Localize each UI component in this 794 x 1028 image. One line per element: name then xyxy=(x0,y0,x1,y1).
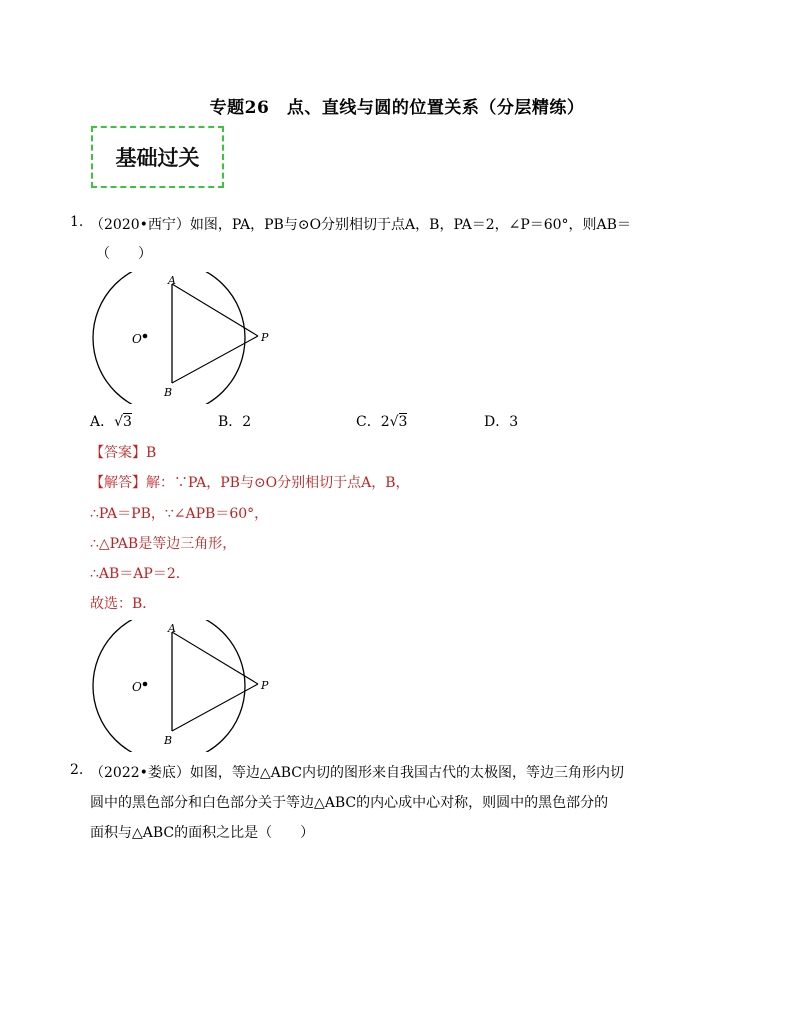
q1-option-d: D．3 xyxy=(484,414,519,430)
q1-option-b: B．2 xyxy=(218,414,252,430)
answer-value: B xyxy=(146,445,157,461)
q2-line3: 面积与△ABC的面积之比是（ ） xyxy=(90,825,315,841)
label-a: A xyxy=(168,622,176,635)
q2-line2: 圆中的黑色部分和白色部分关于等边△ABC的内心成中心对称，则圆中的黑色部分的 xyxy=(90,795,609,811)
option-a-label: A． xyxy=(90,414,115,430)
answer-tag: 【答案】 xyxy=(90,445,146,461)
center-dot xyxy=(143,334,148,339)
solution-text: 解：∵PA，PB与⊙O分别相切于点A，B， xyxy=(146,475,410,491)
tangent-pa xyxy=(172,284,258,336)
q1-solution-line4: ∴AB＝AP＝2． xyxy=(90,566,190,582)
q1-option-a xyxy=(90,411,132,431)
q2-number: 2. xyxy=(70,762,84,778)
label-o: O xyxy=(132,680,142,694)
tangent-pa xyxy=(172,632,258,684)
q1-solution-line1 xyxy=(90,472,410,492)
option-a-radicand: 3 xyxy=(123,414,132,430)
tangent-pb xyxy=(172,336,258,383)
section-badge-label: 基础过关 xyxy=(115,146,200,170)
q1-stem-line1: （2020•西宁）如图，PA，PB与⊙O分别相切于点A，B，PA＝2，∠P＝60°，则AB＝ xyxy=(90,217,631,233)
tangent-pb xyxy=(172,684,258,731)
sqrt-symbol: √ xyxy=(389,414,399,430)
label-p: P xyxy=(261,331,269,344)
q1-solution-line5: 故选：B． xyxy=(90,596,157,612)
center-dot xyxy=(143,682,148,687)
q1-solution-line3: ∴△PAB是等边三角形， xyxy=(90,536,237,552)
option-c-radicand: 3 xyxy=(398,414,408,430)
q1-stem-line2: （ ） xyxy=(96,246,152,262)
circle-o xyxy=(93,620,245,752)
q1-option-c xyxy=(356,411,407,431)
label-o: O xyxy=(132,332,142,346)
section-badge xyxy=(91,126,224,188)
sqrt-symbol: √ xyxy=(114,414,124,430)
q1-solution-figure xyxy=(86,620,286,752)
q1-figure xyxy=(86,272,286,404)
q1-number: 1. xyxy=(70,214,84,230)
label-b: B xyxy=(164,734,173,747)
q1-answer xyxy=(90,442,156,462)
label-p: P xyxy=(261,679,269,692)
circle-o xyxy=(93,272,245,404)
page-title: 专题26 点、直线与圆的位置关系（分层精练） xyxy=(209,98,585,118)
solution-tag: 【解答】 xyxy=(90,475,146,491)
label-b: B xyxy=(164,386,173,399)
q1-solution-line2: ∴PA＝PB，∵∠APB＝60°， xyxy=(90,506,269,522)
q2-line1: （2022•娄底）如图，等边△ABC内切的图形来自我国古代的太极图，等边三角形内切 xyxy=(90,765,625,781)
option-c-label: C．2 xyxy=(356,414,390,430)
label-a: A xyxy=(168,274,176,287)
